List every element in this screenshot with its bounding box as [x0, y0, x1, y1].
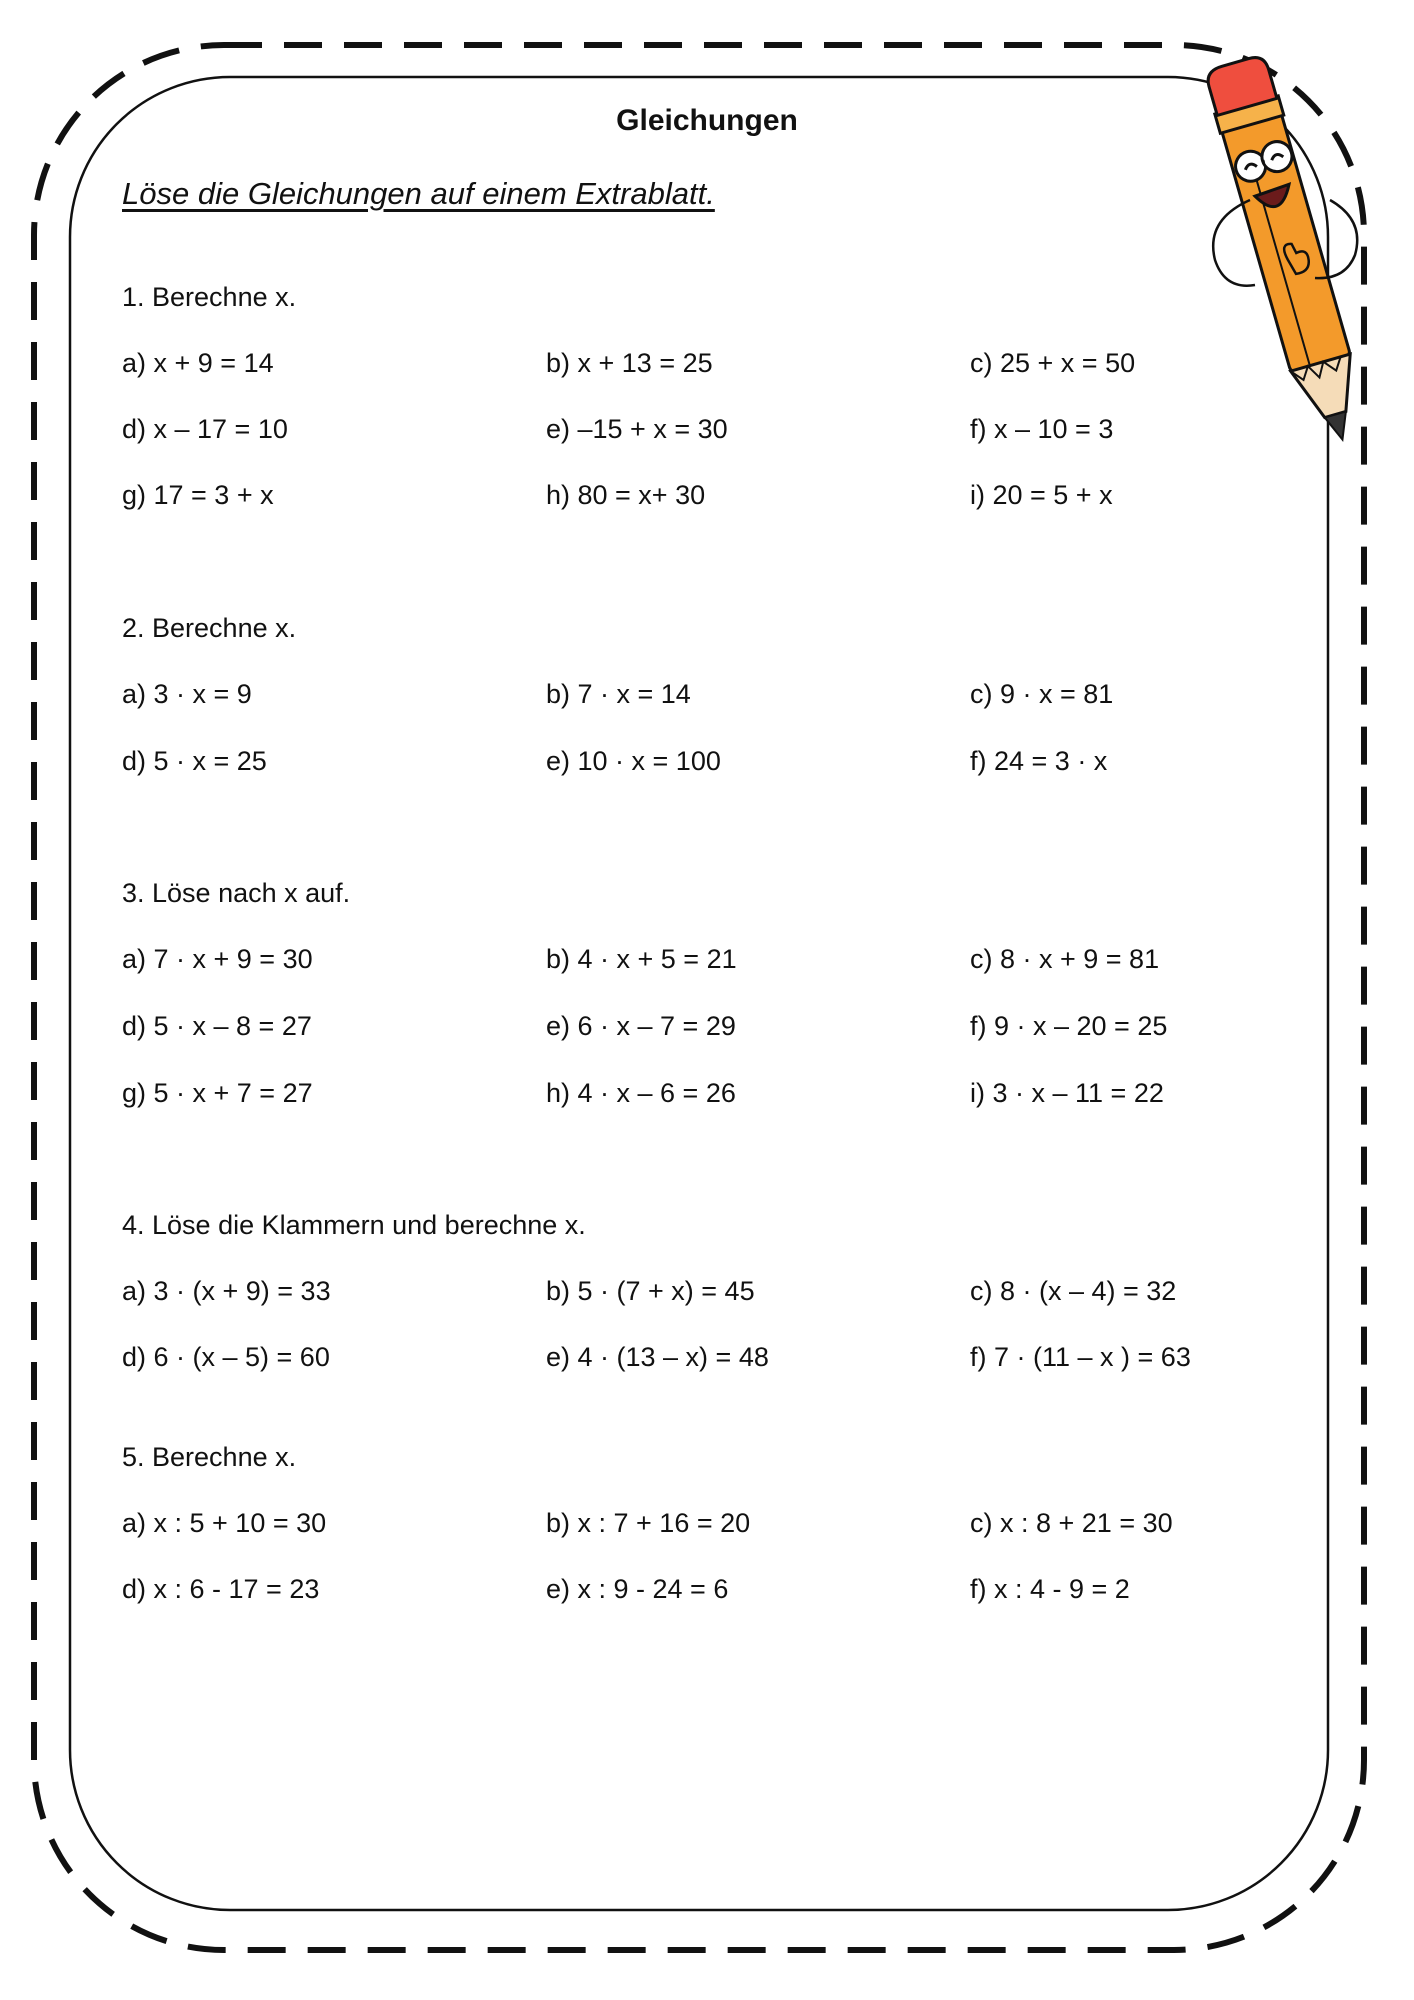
equation-3g: g) 5 · x + 7 = 27 [122, 1078, 313, 1108]
equation-2c: c) 9 · x = 81 [970, 679, 1114, 709]
equation-3i: i) 3 · x – 11 = 22 [970, 1078, 1164, 1108]
equation-3d: d) 5 · x – 8 = 27 [122, 1011, 312, 1041]
equation-3a: a) 7 · x + 9 = 30 [122, 944, 313, 974]
equation-1i: i) 20 = 5 + x [970, 480, 1113, 510]
equation-3e: e) 6 · x – 7 = 29 [546, 1011, 736, 1041]
equation-4f: f) 7 · (11 – x ) = 63 [970, 1342, 1191, 1372]
equation-5c: c) x : 8 + 21 = 30 [970, 1508, 1173, 1538]
equation-5a: a) x : 5 + 10 = 30 [122, 1508, 327, 1538]
equation-3c: c) 8 · x + 9 = 81 [970, 944, 1160, 974]
equation-1b: b) x + 13 = 25 [546, 348, 713, 378]
equation-1a: a) x + 9 = 14 [122, 348, 274, 378]
equation-4b: b) 5 · (7 + x) = 45 [546, 1276, 755, 1306]
equation-4a: a) 3 · (x + 9) = 33 [122, 1276, 331, 1306]
section-4-heading: 4. Löse die Klammern und berechne x. [122, 1210, 586, 1240]
cartoon-pencil-icon [1195, 50, 1370, 450]
equation-1g: g) 17 = 3 + x [122, 480, 274, 510]
section-5-heading: 5. Berechne x. [122, 1442, 297, 1472]
equation-5e: e) x : 9 - 24 = 6 [546, 1574, 729, 1604]
worksheet-title: Gleichungen [616, 104, 798, 137]
equation-1c: c) 25 + x = 50 [970, 348, 1136, 378]
equation-4e: e) 4 · (13 – x) = 48 [546, 1342, 769, 1372]
worksheet-instruction: Löse die Gleichungen auf einem Extrablatt. [122, 176, 715, 211]
equation-4c: c) 8 · (x – 4) = 32 [970, 1276, 1177, 1306]
section-1-heading: 1. Berechne x. [122, 282, 297, 312]
equation-2a: a) 3 · x = 9 [122, 679, 252, 709]
section-2-heading: 2. Berechne x. [122, 613, 297, 643]
equation-2b: b) 7 · x = 14 [546, 679, 691, 709]
equation-5b: b) x : 7 + 16 = 20 [546, 1508, 751, 1538]
equation-1f: f) x – 10 = 3 [970, 414, 1114, 444]
equation-3b: b) 4 · x + 5 = 21 [546, 944, 737, 974]
equation-1d: d) x – 17 = 10 [122, 414, 288, 444]
section-3-heading: 3. Löse nach x auf. [122, 878, 351, 908]
equation-5d: d) x : 6 - 17 = 23 [122, 1574, 320, 1604]
equation-1h: h) 80 = x+ 30 [546, 480, 706, 510]
equation-3f: f) 9 · x – 20 = 25 [970, 1011, 1168, 1041]
equation-1e: e) –15 + x = 30 [546, 414, 728, 444]
equation-4d: d) 6 · (x – 5) = 60 [122, 1342, 330, 1372]
equation-2d: d) 5 · x = 25 [122, 746, 267, 776]
equation-2f: f) 24 = 3 · x [970, 746, 1108, 776]
equation-5f: f) x : 4 - 9 = 2 [970, 1574, 1130, 1604]
equation-3h: h) 4 · x – 6 = 26 [546, 1078, 736, 1108]
equation-2e: e) 10 · x = 100 [546, 746, 721, 776]
